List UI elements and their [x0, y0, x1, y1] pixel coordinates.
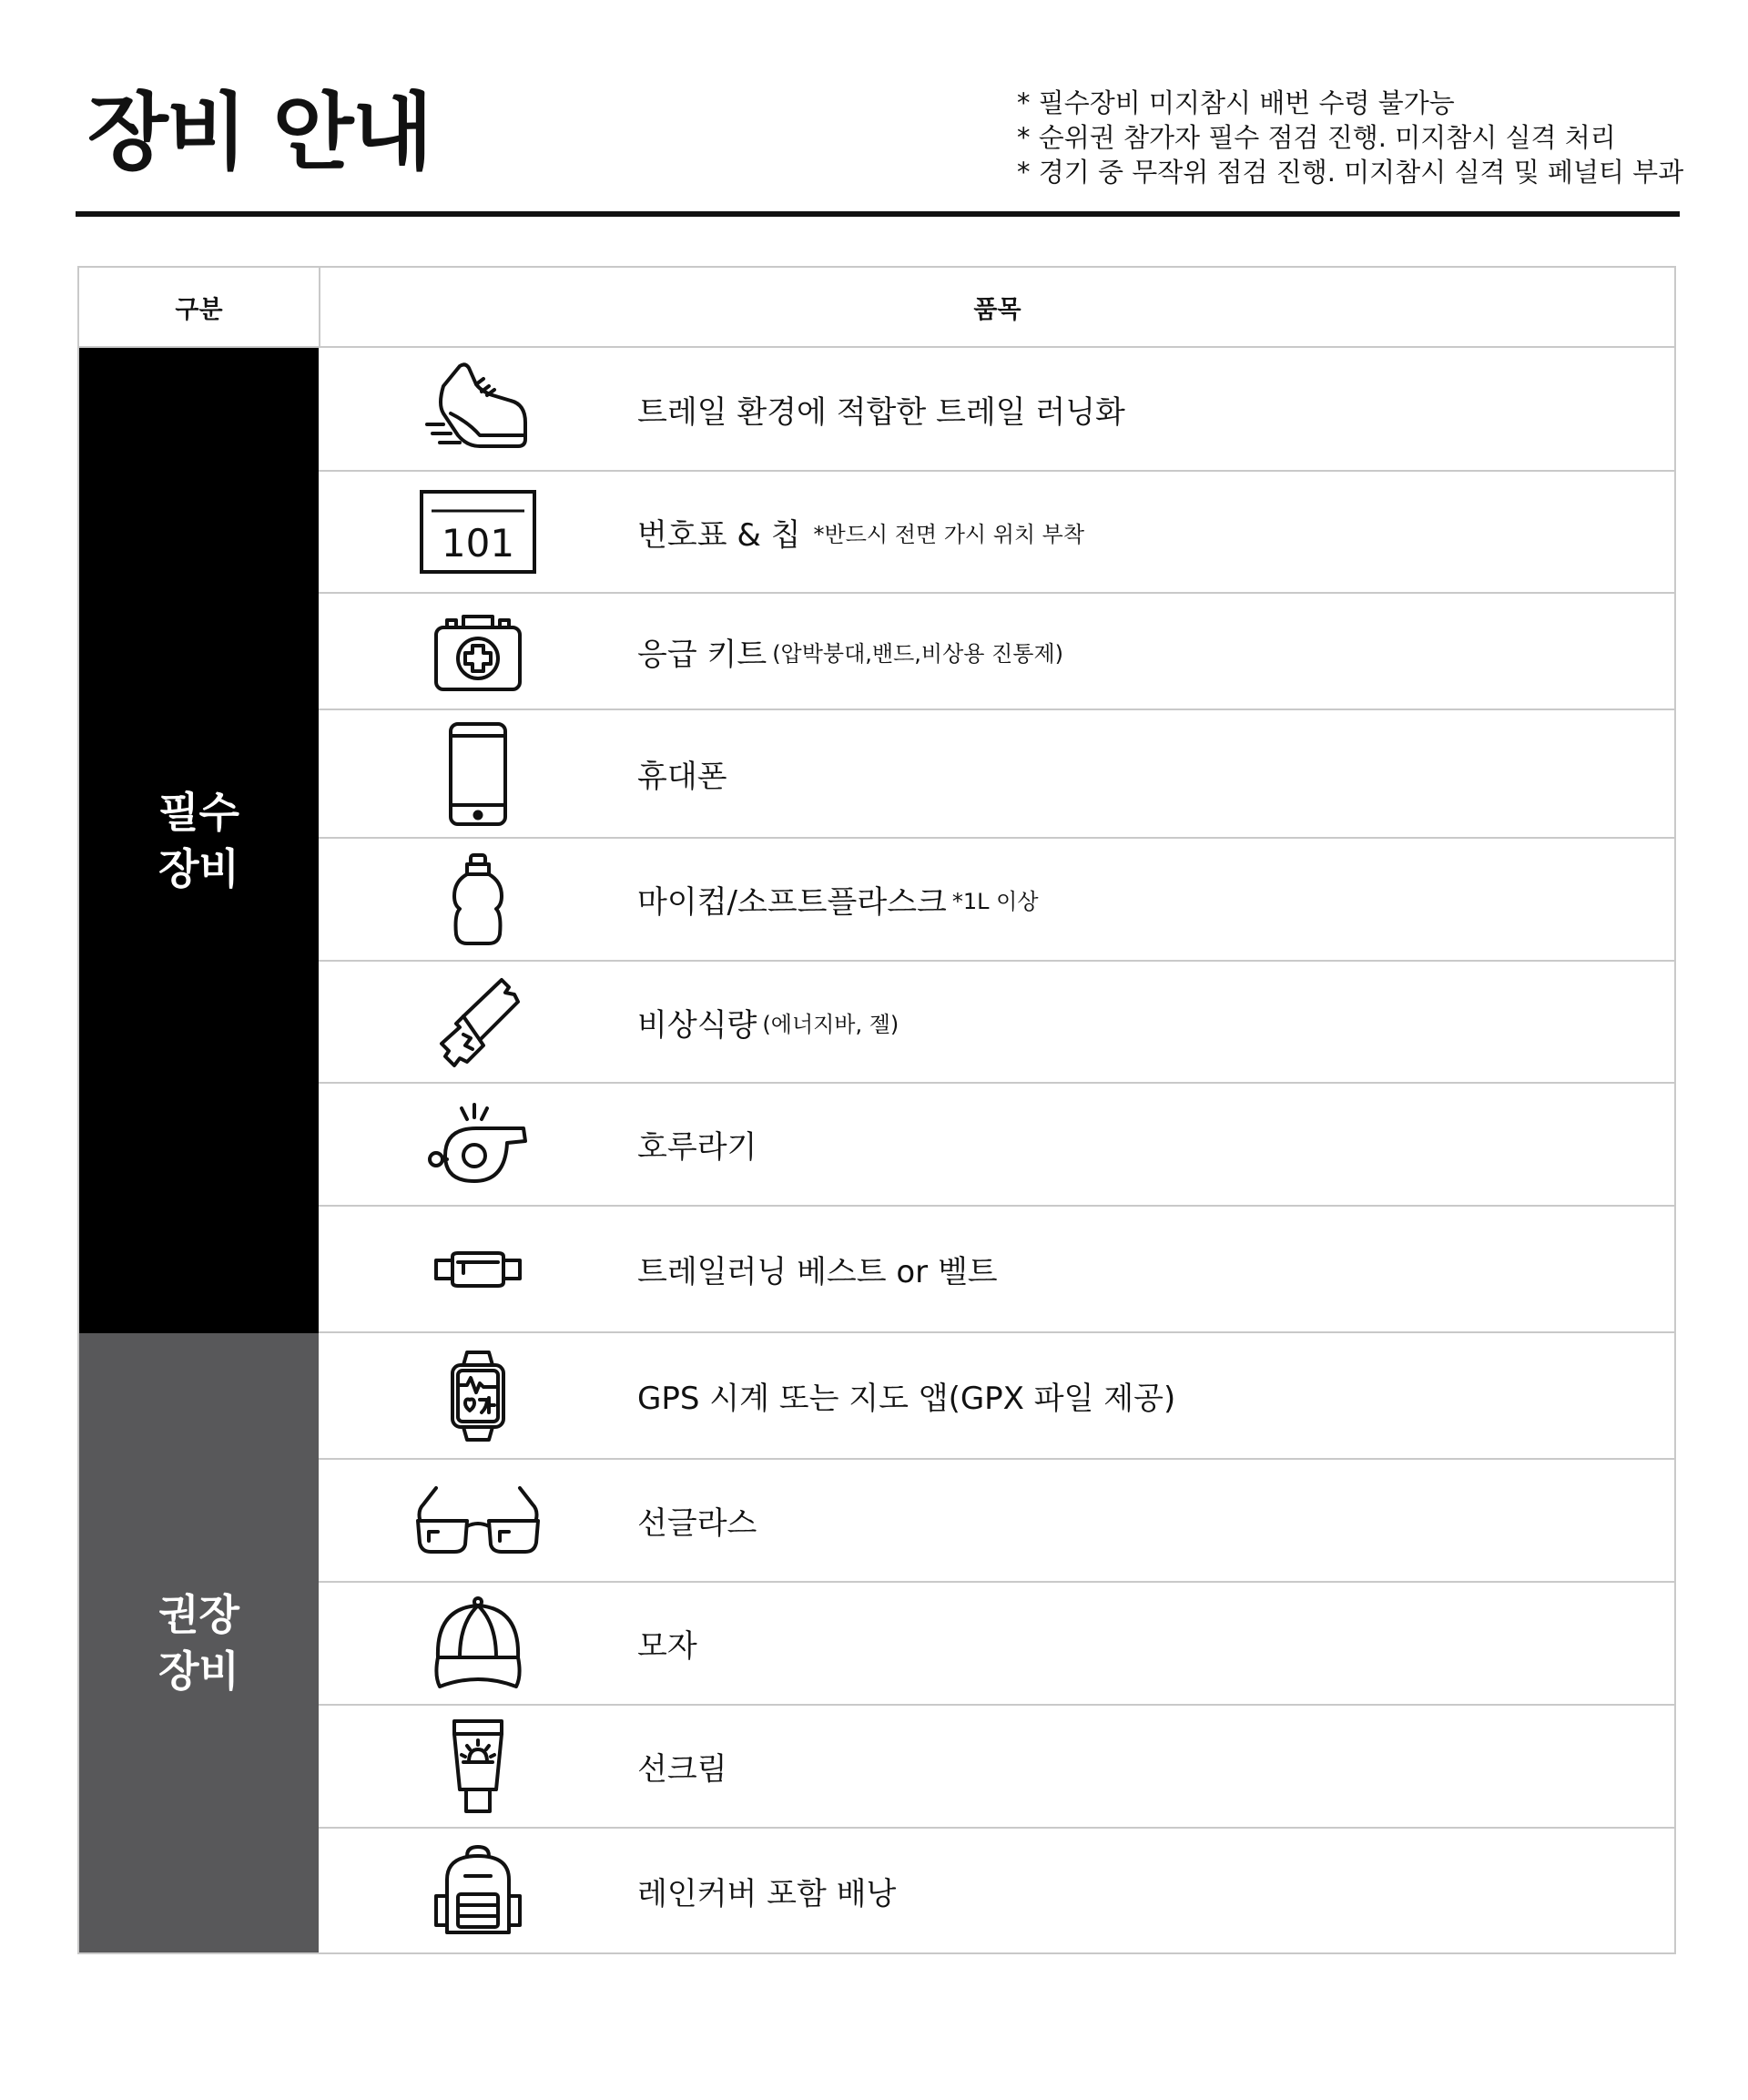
item-label: 비상식량 — [637, 1006, 757, 1044]
cap-icon — [319, 1595, 637, 1692]
item-label: 호루라기 — [637, 1129, 757, 1166]
notice-item: * 경기 중 무작위 점검 진행. 미지참시 실격 및 페널티 부과 — [1017, 157, 1684, 188]
notice-list — [1017, 86, 1683, 189]
first-aid-kit-icon — [319, 609, 637, 693]
required-group — [79, 348, 1674, 1333]
title-divider — [76, 211, 1680, 217]
backpack-icon — [319, 1843, 637, 1938]
item-label: 휴대폰 — [637, 759, 727, 795]
race-bib-icon — [319, 489, 637, 575]
table-row — [319, 1333, 1674, 1460]
item-note: (에너지바, 젤) — [762, 1011, 899, 1037]
table-row — [319, 1829, 1674, 1952]
notice-item: * 필수장비 미지참시 배번 수령 불가능 — [1017, 87, 1455, 118]
item-label: 레인커버 포함 배낭 — [637, 1875, 897, 1912]
energy-bar-icon — [319, 974, 637, 1069]
recommended-group — [79, 1333, 1674, 1952]
smartphone-icon — [319, 721, 637, 827]
whistle-icon — [319, 1101, 637, 1188]
table-row — [319, 1084, 1674, 1207]
table-row — [319, 594, 1674, 710]
running-shoe-icon — [319, 359, 637, 459]
category-required: 필수 장비 — [79, 348, 319, 1333]
running-belt-icon — [319, 1248, 637, 1291]
header-category: 구분 — [79, 268, 320, 346]
soft-flask-icon — [319, 852, 637, 947]
table-row — [319, 1583, 1674, 1706]
table-row — [319, 710, 1674, 839]
table-header — [79, 268, 1674, 348]
table-row — [319, 472, 1674, 594]
header-item: 품목 — [973, 295, 1021, 324]
table-row — [319, 962, 1674, 1084]
item-label: 트레일 환경에 적합한 트레일 러닝화 — [637, 393, 1125, 431]
item-note: *반드시 전면 가시 위치 부착 — [813, 521, 1085, 547]
table-row — [319, 348, 1674, 472]
item-label: 모자 — [637, 1628, 697, 1665]
item-label: 번호표 & 칩 — [637, 516, 801, 554]
item-label: GPS 시계 또는 지도 앱(GPX 파일 제공) — [637, 1381, 1176, 1417]
sunglasses-icon — [319, 1484, 637, 1557]
item-label: 응급 키트 — [637, 636, 767, 673]
item-note: (압박붕대,밴드,비상용 진통제) — [772, 640, 1064, 667]
item-label: 선크림 — [637, 1751, 727, 1788]
page-title: 장비 안내 — [87, 84, 432, 181]
equipment-table — [77, 266, 1676, 1954]
notice-item: * 순위권 참가자 필수 점검 진행. 미지참시 실격 처리 — [1017, 122, 1616, 153]
table-row — [319, 1460, 1674, 1583]
item-label: 선글라스 — [637, 1505, 757, 1542]
item-label: 마이컵/소프트플라스크 — [637, 884, 947, 921]
table-row — [319, 1706, 1674, 1829]
item-note: *1L 이상 — [951, 889, 1039, 914]
item-label: 트레일러닝 베스트 or 벨트 — [637, 1254, 998, 1290]
table-row — [319, 839, 1674, 962]
bib-number: 101 — [441, 521, 515, 566]
category-recommended: 권장 장비 — [79, 1333, 319, 1952]
gps-watch-icon — [319, 1349, 637, 1443]
table-row — [319, 1207, 1674, 1333]
sunscreen-icon — [319, 1718, 637, 1815]
